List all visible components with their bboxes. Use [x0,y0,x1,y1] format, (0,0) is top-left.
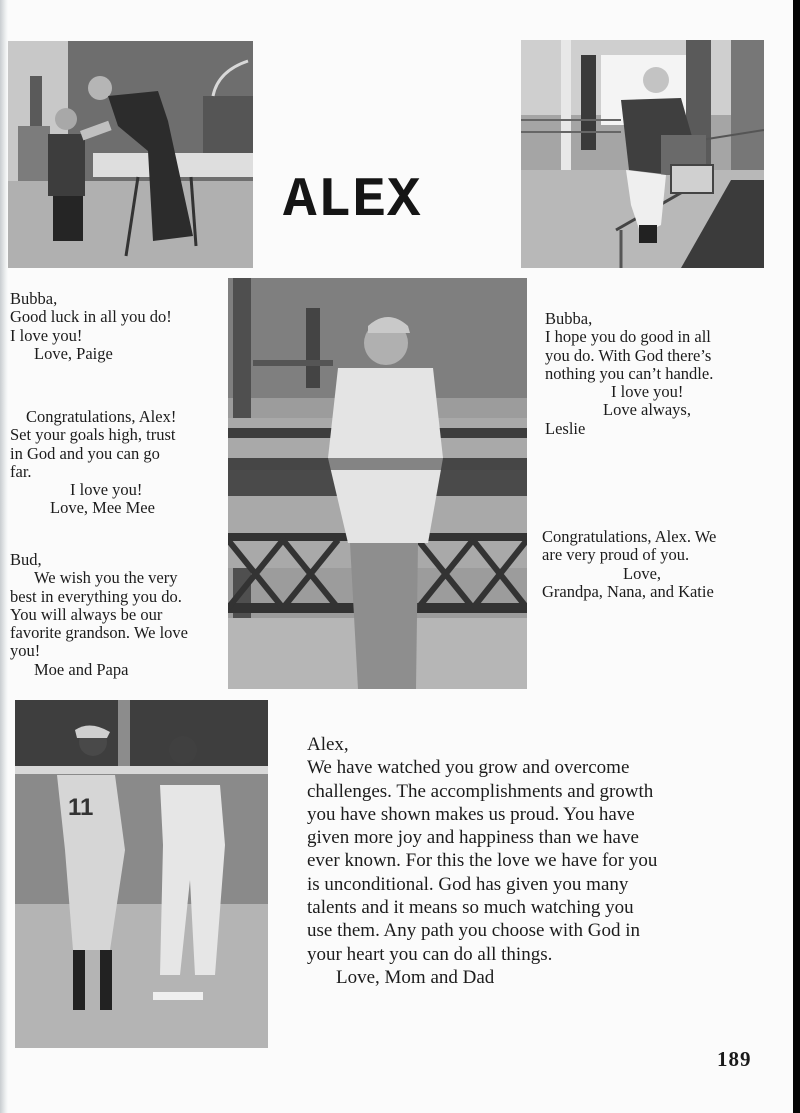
message-line: I hope you do good in all [545,327,711,347]
message-line: use them. Any path you choose with God in [307,920,640,942]
message-line: you have shown makes us proud. You have [307,803,635,825]
photo-award-ceremony [8,41,253,268]
message-line: Bud, [10,550,42,569]
page-title: ALEX [283,168,422,232]
message-line: you! [10,641,41,661]
message-line: I love you! [611,382,684,402]
page-number: 189 [717,1047,752,1071]
message-line: You will always be our [10,604,163,624]
message-line: nothing you can’t handle. [545,363,714,383]
message-from-leslie [545,310,765,438]
photo-senior-portrait [228,278,527,689]
message-line: We wish you the very [34,568,178,588]
message-line: are very proud of you. [542,545,690,565]
message-line: given more joy and happiness than we have [307,827,639,849]
message-line: Congratulations, Alex. We [542,527,717,546]
photo-graduate-on-steps [521,40,764,268]
message-line: ever known. For this the love we have for you [307,850,658,872]
message-line: I love you! [70,480,143,500]
message-line: Love always, [603,400,691,420]
message-line: talents and it means so much watching you [307,897,634,919]
message-line: Congratulations, Alex! [26,407,177,426]
message-line: favorite grandson. We love [10,623,188,643]
message-line: We have watched you grow and overcome [307,757,630,779]
message-line: I love you! [10,325,83,345]
scan-border [793,0,800,1113]
message-line: you do. With God there’s [545,345,712,365]
message-from-moe-and-papa [10,551,225,679]
message-line: far. [10,461,32,481]
message-line: your heart you can do all things. [307,943,553,965]
message-line: best in everything you do. [10,586,182,606]
message-line: Alex, [307,734,349,755]
message-from-paige [10,290,225,363]
message-from-mee-mee [10,408,225,518]
message-signature: Love, Mee Mee [50,498,155,518]
photo-baseball-game [15,700,268,1048]
message-line: challenges. The accomplishments and growth [307,780,654,802]
message-line: Love, [623,563,662,583]
message-from-mom-and-dad [307,733,747,989]
message-line: in God and you can go [10,443,160,463]
message-signature: Love, Paige [34,343,113,363]
message-line: Set your goals high, trust [10,425,176,445]
message-line: Good luck in all you do! [10,307,172,327]
message-signature: Love, Mom and Dad [336,966,495,988]
message-signature: Grandpa, Nana, and Katie [542,581,714,601]
message-line: Bubba, [10,289,58,308]
message-from-grandpa-nana-katie [542,528,767,601]
message-line: Bubba, [545,309,593,328]
page-edge-shadow [0,0,8,1113]
svg-text:11: 11 [68,794,94,821]
message-signature: Leslie [545,418,586,438]
message-signature: Moe and Papa [34,659,129,679]
message-line: is unconditional. God has given you many [307,873,629,895]
